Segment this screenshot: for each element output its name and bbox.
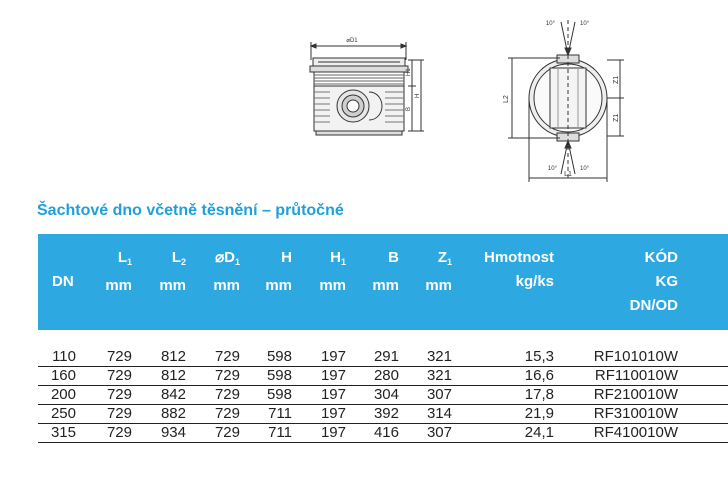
cell-weight: 15,3	[524, 348, 554, 365]
table-row	[38, 405, 728, 424]
cell-code: RF410010W	[593, 424, 678, 441]
cell-b: 416	[373, 424, 399, 441]
table-row	[38, 424, 728, 443]
table-row	[38, 386, 728, 405]
technical-drawing	[0, 0, 728, 200]
section-title: Šachtové dno včetně těsnění – průtočné	[37, 202, 344, 219]
header-l1: $L_1$ mm	[105, 249, 132, 294]
cell-dn: 160	[50, 367, 76, 384]
header-h: H mm	[265, 249, 292, 294]
cell-h1: 197	[320, 367, 346, 384]
top-view-drawing	[508, 20, 624, 182]
cell-h1: 197	[320, 348, 346, 365]
top-z1-upper-label: Z1	[613, 75, 620, 84]
cell-dn: 315	[50, 424, 76, 441]
cell-d1: 729	[214, 424, 240, 441]
table-header	[38, 234, 728, 330]
cell-dn: 250	[50, 405, 76, 422]
cell-z1: 307	[426, 424, 452, 441]
cell-d1: 729	[214, 386, 240, 403]
cell-l2: 934	[160, 424, 186, 441]
cell-l1: 729	[106, 405, 132, 422]
header-b: B mm	[372, 249, 399, 294]
table-row	[38, 367, 728, 386]
table-body	[38, 348, 728, 443]
cell-code: RF210010W	[593, 386, 678, 403]
cell-l1: 729	[106, 424, 132, 441]
cell-h1: 197	[320, 405, 346, 422]
header-h1: $H_1$ mm	[319, 249, 346, 294]
cell-h: 711	[268, 405, 292, 422]
side-h-label: H	[415, 93, 421, 98]
cell-dn: 110	[52, 348, 76, 365]
header-l2: $L_2$ mm	[159, 249, 186, 294]
header-z1: $Z_1$ mm	[425, 249, 452, 294]
cell-d1: 729	[214, 348, 240, 365]
cell-b: 280	[373, 367, 399, 384]
cell-weight: 21,9	[524, 405, 554, 422]
top-l2-label: L2	[503, 95, 510, 103]
cell-h: 598	[266, 386, 292, 403]
cell-code: RF310010W	[593, 405, 678, 422]
cell-h1: 197	[320, 386, 346, 403]
cell-dn: 200	[50, 386, 76, 403]
cell-l2: 842	[160, 386, 186, 403]
cell-weight: 16,6	[524, 367, 554, 384]
cell-z1: 307	[426, 386, 452, 403]
top-z1-lower-label: Z1	[613, 113, 620, 122]
cell-h: 598	[266, 367, 292, 384]
cell-b: 392	[373, 405, 399, 422]
cell-z1: 314	[426, 405, 452, 422]
header-d1: $⌀D_1$ mm	[213, 249, 240, 294]
cell-l2: 812	[160, 367, 186, 384]
cell-d1: 729	[214, 367, 240, 384]
cell-b: 291	[373, 348, 399, 365]
side-d1-label: ⌀D1	[346, 38, 358, 44]
cell-d1: 729	[214, 405, 240, 422]
cell-l1: 729	[106, 348, 132, 365]
cell-h: 598	[266, 348, 292, 365]
cell-h1: 197	[320, 424, 346, 441]
side-h1-label: H1	[406, 68, 412, 76]
cell-code: RF101010W	[593, 348, 678, 365]
cell-l2: 882	[160, 405, 186, 422]
angle-top-left-label: 10°	[545, 21, 555, 27]
angle-bottom-left-label: 10°	[547, 166, 557, 172]
cell-z1: 321	[426, 348, 452, 365]
cell-l2: 812	[160, 348, 186, 365]
cell-l1: 729	[106, 386, 132, 403]
cell-z1: 321	[426, 367, 452, 384]
cell-weight: 24,1	[524, 424, 554, 441]
cell-h: 711	[268, 424, 292, 441]
angle-top-right-label: 10°	[580, 21, 590, 27]
side-b-label: B	[406, 106, 412, 111]
top-l1-label: L1	[564, 171, 572, 178]
side-view-drawing	[310, 42, 424, 135]
header-weight: Hmotnost kg/ks	[484, 249, 554, 290]
cell-weight: 17,8	[524, 386, 554, 403]
header-code: KÓD KG DN/OD	[629, 249, 678, 314]
angle-bottom-right-label: 10°	[580, 166, 590, 172]
cell-code: RF110010W	[594, 367, 678, 384]
cell-b: 304	[373, 386, 399, 403]
cell-l1: 729	[106, 367, 132, 384]
header-dn: DN	[52, 273, 74, 290]
table-row	[38, 348, 728, 367]
